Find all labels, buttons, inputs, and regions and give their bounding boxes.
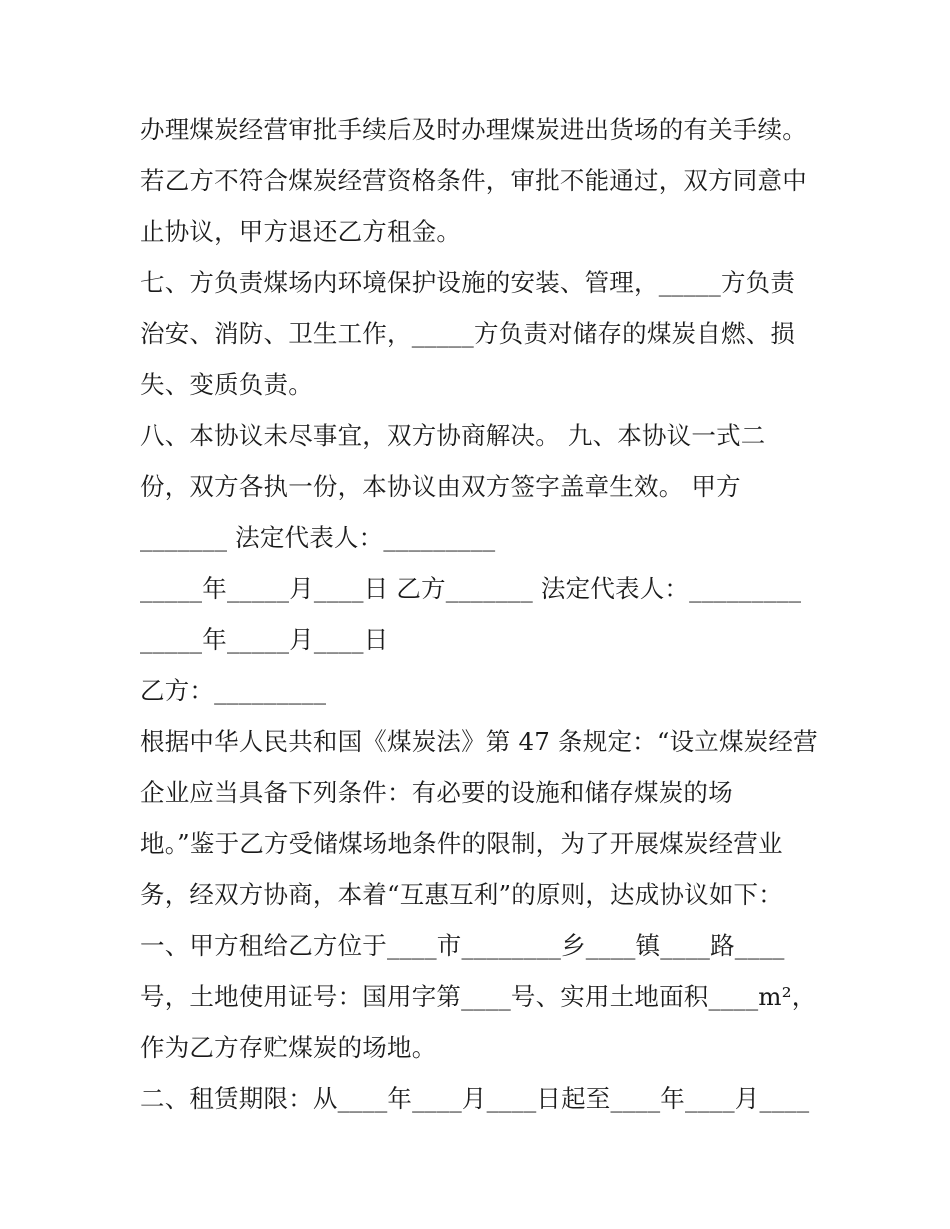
document-body <box>140 104 830 1124</box>
text-line: _____年_____月____日 <box>140 625 389 654</box>
text-line: 七、方负责煤场内环境保护设施的安装、管理，_____方负责 <box>140 268 796 297</box>
text-line: 二、租赁期限：从____年____月____日起至____年____月____ <box>140 1084 810 1113</box>
text-line: 办理煤炭经营审批手续后及时办理煤炭进出货场的有关手续。 <box>140 115 807 144</box>
text-line: 止协议，甲方退还乙方租金。 <box>140 217 462 246</box>
text-line: _____年_____月____日 乙方_______ 法定代表人：_________ <box>140 574 802 603</box>
text-line: 地。”鉴于乙方受储煤场地条件的限制，为了开展煤炭经营业 <box>140 829 783 858</box>
text-line: 作为乙方存贮煤炭的场地。 <box>140 1033 437 1062</box>
text-line: _______ 法定代表人：_________ <box>140 523 496 552</box>
text-line: 八、本协议未尽事宜，双方协商解决。 九、本协议一式二 <box>140 421 766 450</box>
text-line: 乙方：_________ <box>140 676 327 705</box>
text-line: 份，双方各执一份，本协议由双方签字盖章生效。 甲方 <box>140 472 741 501</box>
text-line: 企业应当具备下列条件：有必要的设施和储存煤炭的场 <box>140 778 733 807</box>
text-line: 根据中华人民共和国《煤炭法》第 47 条规定：“设立煤炭经营 <box>140 727 818 756</box>
text-line: 若乙方不符合煤炭经营资格条件，审批不能通过，双方同意中 <box>140 166 807 195</box>
text-line: 治安、消防、卫生工作，_____方负责对储存的煤炭自燃、损 <box>140 319 796 348</box>
text-line: 失、变质负责。 <box>140 370 313 399</box>
text-line: 一、甲方租给乙方位于____市________乡____镇____路____ <box>140 931 785 960</box>
text-line: 务，经双方协商，本着“互惠互利”的原则，达成协议如下： <box>140 880 783 909</box>
text-line: 号，土地使用证号：国用字第____号、实用土地面积____m²， <box>140 982 817 1011</box>
